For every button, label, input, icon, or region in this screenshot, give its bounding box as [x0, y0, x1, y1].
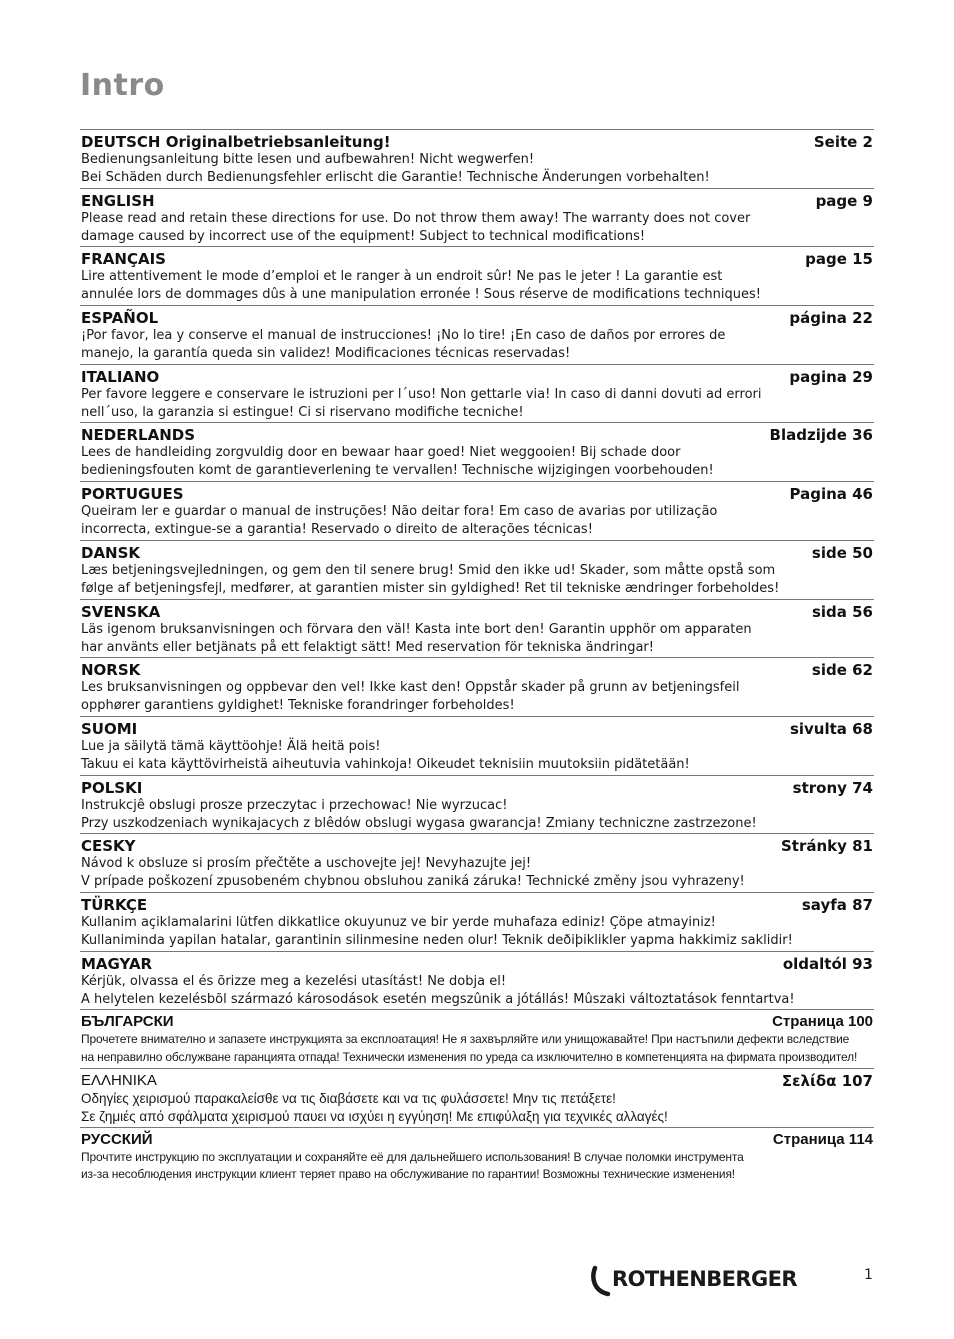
language-name: DANSK: [81, 543, 141, 562]
language-entry: [80, 1068, 874, 1127]
description-line-2: annulée lors de dommages dûs à une manipulation erronée ! Sous réserve de modifications techniques!: [81, 287, 761, 303]
description-line-1: Bedienungsanleitung bitte lesen und aufbewahren! Nicht wegwerfen!: [81, 152, 535, 167]
language-description: [81, 562, 874, 598]
page-reference: strony 74: [792, 778, 873, 797]
language-description: [81, 738, 874, 774]
description-line-2: nell´uso, la garanzia si estingue! Ci si riservano modifiche tecniche!: [81, 404, 524, 420]
language-entry: [80, 481, 874, 540]
language-description: [81, 1031, 874, 1066]
language-description: [81, 679, 874, 715]
page-reference: page 15: [805, 250, 873, 269]
language-name: SUOMI: [81, 719, 138, 738]
language-name: TÜRKÇE: [81, 895, 148, 914]
language-entry: [80, 188, 874, 247]
description-line-1: Please read and retain these directions for use. Do not throw them away! The warranty does not cover: [81, 210, 751, 226]
language-entry: [80, 305, 874, 364]
language-entry: [80, 1127, 874, 1186]
page-reference: Seite 2: [813, 133, 873, 151]
language-name: DEUTSCH Originalbetriebsanleitung!: [81, 133, 391, 151]
description-line-2: Bei Schäden durch Bedienungsfehler erlischt die Garantie! Technische Änderungen vorbehalten!: [81, 170, 710, 185]
page-reference: sivulta 68: [789, 719, 873, 738]
language-name: ENGLISH: [81, 191, 155, 210]
brand-name: ROTHENBERGER: [612, 1267, 797, 1291]
language-description: [81, 973, 874, 1009]
language-name: POLSKI: [81, 778, 143, 797]
language-description: [81, 268, 874, 304]
language-name: NORSK: [81, 661, 141, 680]
language-name: РУССКИЙ: [81, 1130, 153, 1148]
page-reference: sida 56: [811, 602, 873, 621]
description-line-1: Kérjük, olvassa el és õrizze meg a kezelési utasítást! Ne dobja el!: [81, 973, 507, 989]
description-line-2: Σε ζημιές από σφάλματα χειρισμού παυει να ισχύει η εγγύηση! Με επιφύλαξη για τεχνικές αλλαγές!: [81, 1109, 668, 1124]
language-description: [81, 1149, 874, 1184]
description-line-2: Przy uszkodzeniach wynikajacych z blêdów obslugi wygasa gwarancja! Zmiany techniczne zastrzezone!: [81, 815, 757, 831]
description-line-2: Kullaniminda yapilan hatalar, garantinin silinmesine neden olur! Teknik deðiþiklikler yapma hakkimiz saklidir!: [81, 932, 793, 948]
page-reference: Pagina 46: [789, 485, 873, 504]
page-reference: page 9: [815, 191, 873, 210]
language-description: [81, 855, 874, 891]
language-description: [81, 914, 874, 950]
description-line-2: opphører garantiens gyldighet! Tekniske forandringer forbeholdes!: [81, 698, 515, 714]
rothenberger-logo: [590, 1264, 830, 1298]
language-description: [81, 503, 874, 539]
language-description: [81, 151, 874, 187]
language-entry: [80, 1009, 874, 1068]
page-reference: side 50: [811, 543, 873, 562]
description-line-1: Kullanim açiklamalarini lütfen dikkatlice okuyunuz ve bir yerde muhafaza ediniz! Çöpe atmayiniz!: [81, 914, 716, 930]
language-name: ESPAÑOL: [81, 309, 159, 328]
description-line-2: A helytelen kezelésbõl származó károsodások esetén megszûnik a jótállás! Mûszaki változtatások fenntartva!: [81, 991, 795, 1007]
language-description: [81, 621, 874, 657]
language-entry: [80, 775, 874, 834]
page-reference: Stránky 81: [780, 837, 873, 856]
language-entry: [80, 422, 874, 481]
language-entry: [80, 540, 874, 599]
page-reference: Страница 100: [772, 1013, 873, 1031]
language-description: [81, 386, 874, 422]
description-line-2: на неправилно обслужване гаранцията отпада! Технически изменения по уреда са изключително в компетенцията на фирмата производител!: [81, 1049, 858, 1064]
description-line-1: Прочетете внимателно и запазете инструкцията за експлоатация! Не я захвърляйте или унищожавайте! При настъпили дефекти вследствие: [81, 1032, 850, 1047]
description-line-2: har använts eller betjänats på ett felaktigt sätt! Med reservation för tekniska ändringar!: [81, 639, 654, 655]
description-line-2: damage caused by incorrect use of the equipment! Subject to technical modifications!: [81, 228, 646, 244]
language-name: NEDERLANDS: [81, 426, 196, 445]
language-entry: [80, 129, 874, 188]
page-reference: side 62: [811, 661, 873, 680]
language-name: MAGYAR: [81, 954, 153, 973]
page-reference: Bladzijde 36: [769, 426, 873, 445]
language-entry: [80, 246, 874, 305]
language-name: CESKY: [81, 837, 136, 856]
language-entry: [80, 364, 874, 423]
page-reference: pagina 29: [789, 367, 873, 386]
page-number: 1: [864, 1267, 873, 1283]
language-name: FRANÇAIS: [81, 250, 166, 269]
description-line-1: Queiram ler e guardar o manual de instruções! Não deitar fora! Em caso de avarias por utilização: [81, 504, 718, 520]
language-index: [80, 129, 874, 1185]
description-line-1: Οδηγίες χειρισμού παρακαλείσθε να τις διαβάσετε και να τις φυλάσσετε! Μην τις πετάξετε!: [81, 1091, 616, 1106]
description-line-1: ¡Por favor, lea y conserve el manual de instrucciones! ¡No lo tire! ¡En caso de daños por errores de: [81, 328, 726, 344]
language-description: [81, 797, 874, 833]
page-title: Intro: [80, 68, 165, 103]
language-description: [81, 327, 874, 363]
language-description: [81, 210, 874, 246]
description-line-2: Takuu ei kata käyttövirheistä aiheutuvia vahinkoja! Oikeudet teknisiin muutoksiin pidätetään!: [81, 756, 690, 772]
description-line-1: Návod k obsluze si prosím přečtěte a uschovejte jej! Nevyhazujte jej!: [81, 856, 532, 872]
page-reference: Страница 114: [772, 1130, 873, 1148]
language-name: БЪЛГАРСКИ: [81, 1013, 174, 1031]
page-reference: sayfa 87: [801, 895, 873, 914]
language-entry: [80, 833, 874, 892]
language-name: SVENSKA: [81, 602, 161, 621]
description-line-2: bedieningsfouten komt de garantieverlening te vervallen! Technische wijzigingen voorbehouden!: [81, 463, 714, 479]
language-entry: [80, 892, 874, 951]
description-line-1: Per favore leggere e conservare le istruzioni per l´uso! Non gettarle via! In caso di danni dovuti ad errori: [81, 386, 762, 402]
description-line-2: incorrecta, extingue-se a garantia! Reservado o direito de alterações técnicas!: [81, 522, 593, 538]
description-line-1: Lire attentivement le mode d’emploi et le ranger à un endroit sûr! Ne pas le jeter ! La garantie est: [81, 269, 723, 285]
language-name: ΕΛΛΗΝΙΚΑ: [81, 1072, 157, 1089]
description-line-1: Læs betjeningsvejledningen, og gem den til senere brug! Smid den ikke ud! Skader, som måtte opstå som: [81, 562, 776, 578]
description-line-2: V prípade poškození zpusobeném chybnou obsluhou zaniká záruka! Technické změny jsou vyhrazeny!: [81, 874, 745, 890]
language-entry: [80, 716, 874, 775]
description-line-1: Läs igenom bruksanvisningen och förvara den väl! Kasta inte bort den! Garantin upphör om apparaten: [81, 621, 752, 637]
page-reference: Σελίδα 107: [781, 1072, 873, 1090]
language-entry: [80, 657, 874, 716]
language-entry: [80, 599, 874, 658]
description-line-2: følge af betjeningsfejl, medfører, at garantien mister sin gyldighed! Ret til tekniske ændringer forbeholdes!: [81, 580, 780, 596]
description-line-1: Instrukcjê obslugi prosze przeczytac i przechowac! Nie wyrzucac!: [81, 797, 508, 813]
language-description: [81, 1090, 874, 1126]
description-line-1: Lue ja säilytä tämä käyttöohje! Älä heitä pois!: [81, 738, 381, 754]
page-reference: página 22: [789, 309, 873, 328]
description-line-1: Прочтите инструкцию по эксплуатации и сохраняйте её для дальнейшего использования! В случае поломки инструмента: [81, 1149, 744, 1164]
page-reference: oldaltól 93: [782, 954, 873, 973]
description-line-1: Lees de handleiding zorgvuldig door en bewaar haar goed! Niet weggooien! Bij schade door: [81, 445, 681, 461]
description-line-2: из-за несоблюдения инструкции клиент теряет право на обслуживание по гарантии! Возможны технические изменения!: [81, 1167, 735, 1182]
description-line-1: Les bruksanvisningen og oppbevar den vel! Ikke kast den! Oppstår skader på grunn av betjeningsfeil: [81, 680, 740, 696]
language-entry: [80, 951, 874, 1010]
language-name: ITALIANO: [81, 367, 160, 386]
language-name: PORTUGUES: [81, 485, 184, 504]
description-line-2: manejo, la garantía queda sin validez! Modificaciones técnicas reservadas!: [81, 346, 571, 362]
language-description: [81, 444, 874, 480]
